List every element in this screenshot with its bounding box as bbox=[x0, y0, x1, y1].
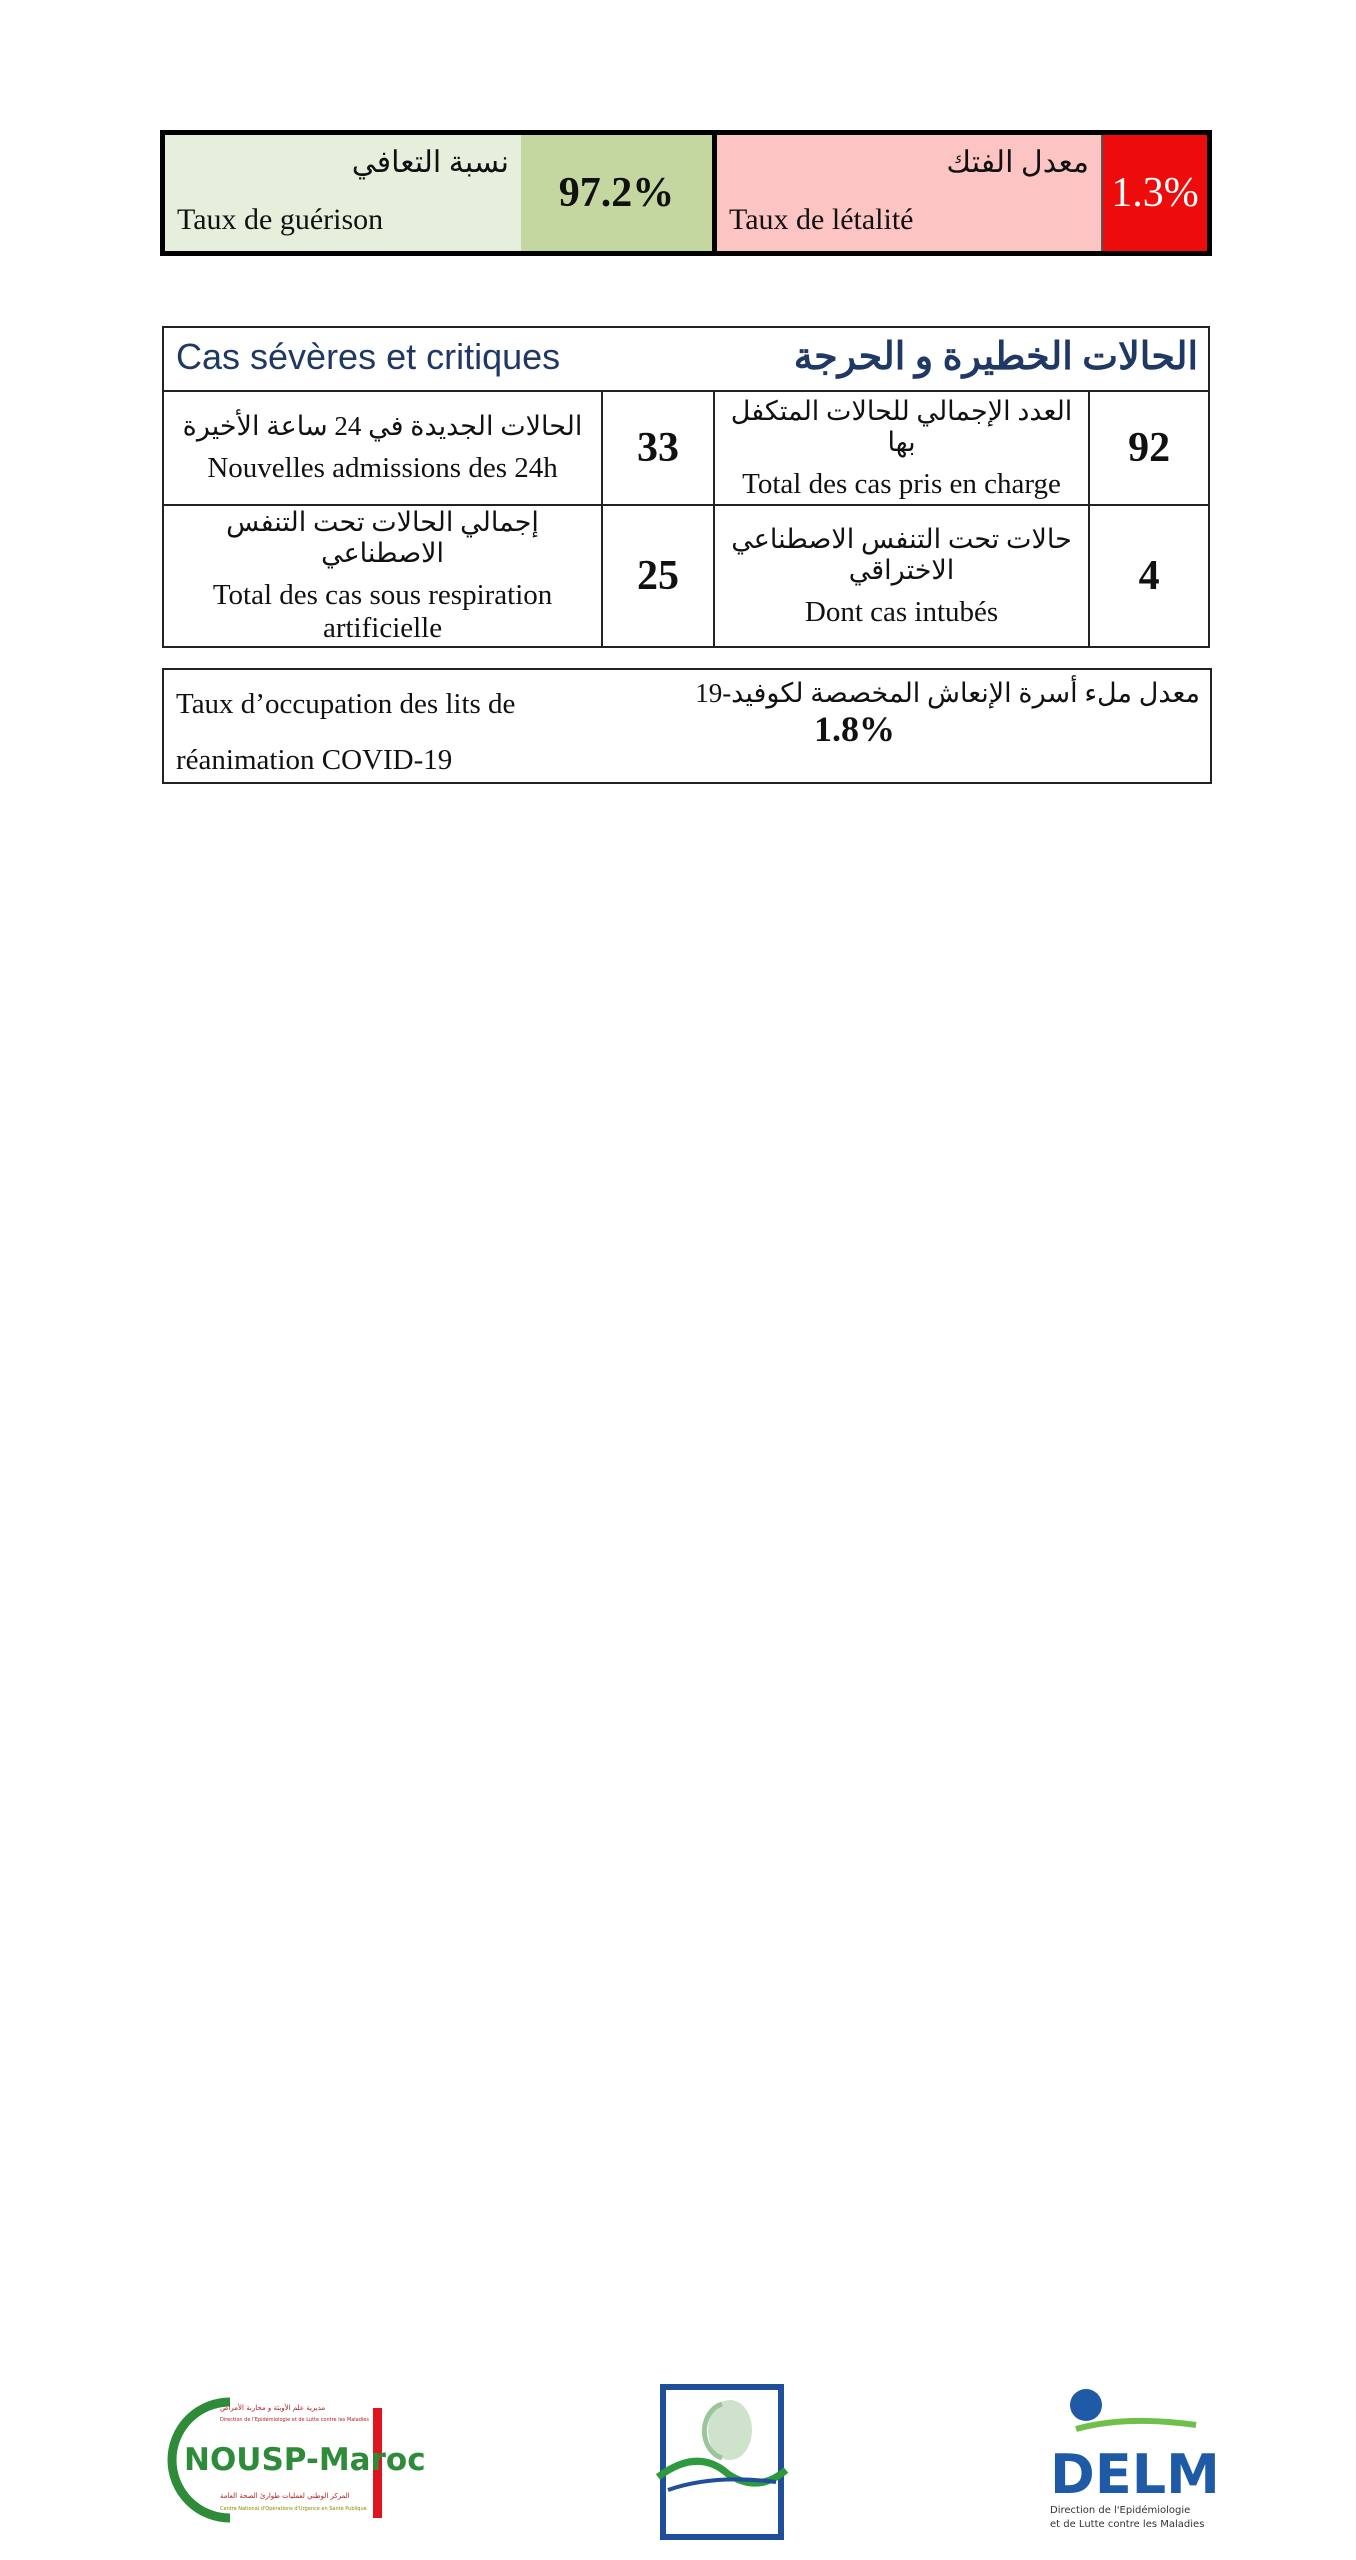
artificial-respiration-label-ar: إجمالي الحالات تحت التنفس الاصطناعي bbox=[226, 507, 539, 568]
icu-occupancy-label-fr bbox=[176, 676, 515, 788]
total-cases-label-ar: العدد الإجمالي للحالات المتكفل بها bbox=[730, 395, 1073, 457]
delm-logo bbox=[1046, 2385, 1220, 2535]
artificial-respiration-label bbox=[163, 505, 602, 647]
icu-occupancy-label-line2: réanimation COVID-19 bbox=[176, 744, 453, 776]
icu-occupancy-box bbox=[162, 668, 1212, 784]
total-cases-label bbox=[714, 391, 1089, 505]
intubated-label-fr: Dont cas intubés bbox=[804, 595, 999, 628]
new-admissions-value: 33 bbox=[602, 391, 714, 505]
ministry-emblem-logo bbox=[658, 2382, 786, 2542]
severe-title-ar: الحالات الخطيرة و الحرجة bbox=[793, 336, 1198, 378]
new-admissions-label-ar: الحالات الجديدة في 24 ساعة الأخيرة bbox=[182, 411, 583, 441]
intubated-label-ar: حالات تحت التنفس الاصطناعي الاختراقي bbox=[731, 523, 1072, 585]
icu-occupancy-label-ar: معدل ملء أسرة الإنعاش المخصصة لكوفيد-19 bbox=[695, 678, 1200, 708]
delm-logo-text: DELM bbox=[1050, 2443, 1220, 2506]
icu-occupancy-value: 1.8% bbox=[814, 709, 895, 749]
nousp-logo-ar-line1: مديرية علم الأوبئة و محاربة الأمراض bbox=[220, 2404, 326, 2412]
lethality-rate-value: 1.3% bbox=[1101, 135, 1207, 251]
delm-logo-line2: et de Lutte contre les Maladies bbox=[1050, 2519, 1205, 2530]
nousp-logo-text: NOUSP-Maroc bbox=[184, 2442, 426, 2478]
delm-logo-line1: Direction de l'Epidémiologie bbox=[1050, 2505, 1191, 2516]
recovery-rate-value: 97.2% bbox=[521, 135, 717, 251]
intubated-label bbox=[714, 505, 1089, 647]
artificial-respiration-value: 25 bbox=[602, 505, 714, 647]
severe-cases-table bbox=[162, 326, 1210, 648]
total-cases-label-fr: Total des cas pris en charge bbox=[742, 467, 1061, 500]
icu-occupancy-label-line1: Taux d’occupation des lits de bbox=[176, 688, 516, 720]
new-admissions-label bbox=[163, 391, 602, 505]
intubated-value: 4 bbox=[1089, 505, 1209, 647]
delm-logo-swoosh bbox=[1076, 2421, 1196, 2429]
lethality-label-cell bbox=[717, 135, 1101, 251]
severe-cases-header bbox=[163, 327, 1209, 391]
total-cases-value: 92 bbox=[1089, 391, 1209, 505]
nousp-logo-ar-line2: المركز الوطني لعمليات طوارئ الصحة العامة bbox=[220, 2492, 350, 2500]
new-admissions-label-fr: Nouvelles admissions des 24h bbox=[207, 452, 558, 484]
delm-logo-head bbox=[1070, 2389, 1102, 2421]
nousp-logo-fr-line1: Direction de l'Epidémiologie et de Lutte contre les Maladies bbox=[220, 2417, 369, 2423]
recovery-label-ar: نسبة التعافي bbox=[351, 146, 509, 179]
rates-banner bbox=[160, 130, 1212, 256]
recovery-label-fr: Taux de guérison bbox=[177, 203, 384, 236]
nousp-maroc-logo bbox=[170, 2390, 426, 2530]
lethality-label-fr: Taux de létalité bbox=[729, 203, 914, 236]
recovery-label-cell bbox=[165, 135, 521, 251]
artificial-respiration-label-fr: Total des cas sous respiration artificielle bbox=[212, 579, 553, 644]
lethality-label-ar: معدل الفتك bbox=[946, 146, 1089, 179]
severe-title-fr: Cas sévères et critiques bbox=[176, 336, 561, 377]
nousp-logo-fr-line2: Centre National d'Opérations d'Urgence en Santé Publique bbox=[220, 2506, 367, 2512]
